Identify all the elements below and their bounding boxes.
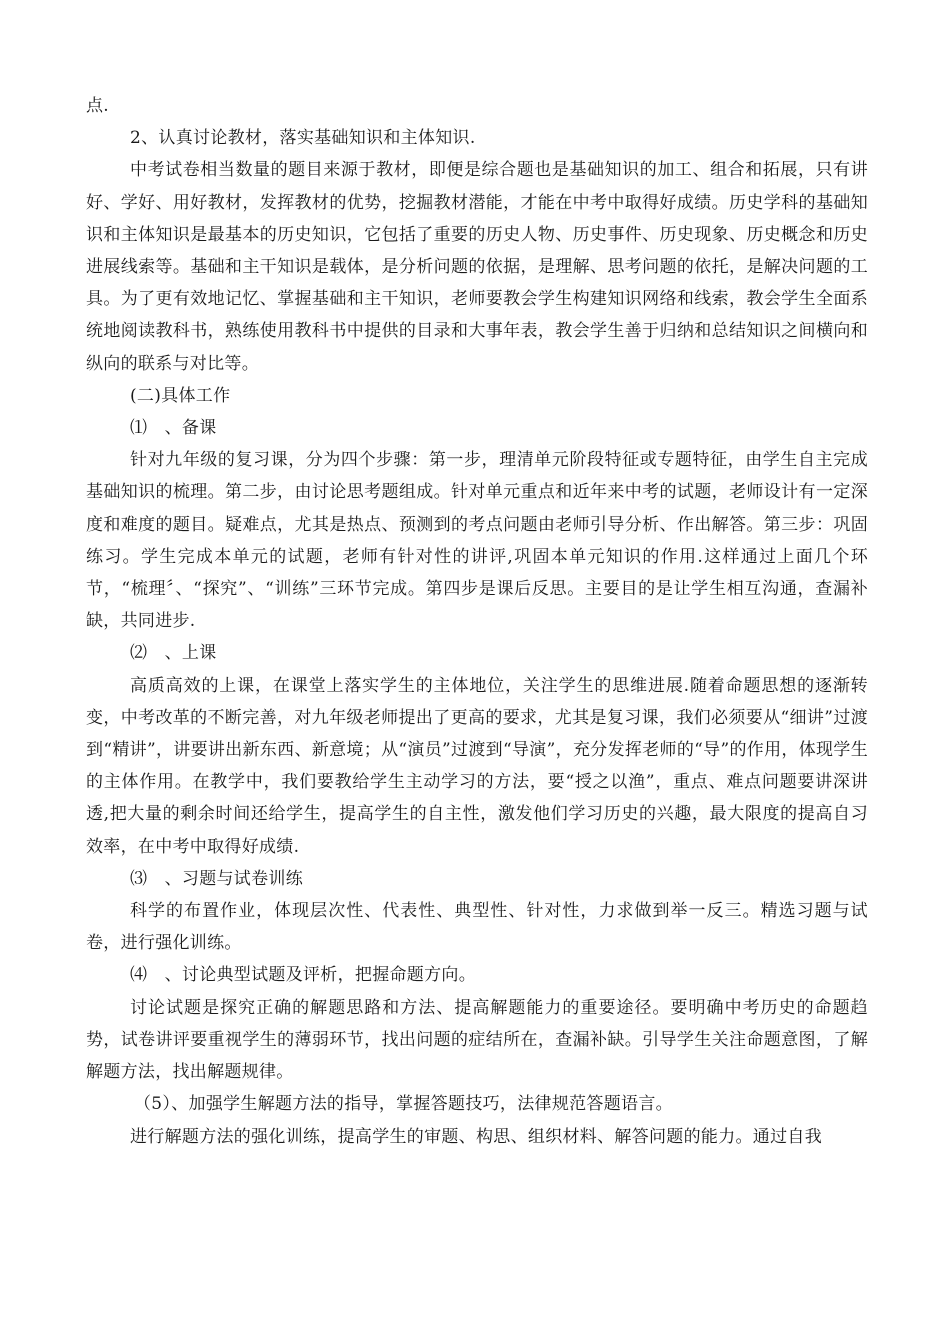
section-heading-textbook: 2、认真讨论教材，落实基础知识和主体知识. [130,128,476,149]
subheading-solving-methods: （5）、加强学生解题方法的指导，掌握答题技巧，法律规范答题语言。 [134,1094,673,1115]
document-body [86,90,868,1153]
paragraph-continuation: 点. [86,96,110,116]
paragraph-teaching: 高质高效的上课，在课堂上落实学生的主体地位，关注学生的思维进展.随着命题思想的逐渐转变，中考改革的不断完善，对九年级老师提出了更高的要求，尤其是复习课，我们必须要从“细讲”过渡到“精讲”，讲要讲出新东西、新意境；从“演员”过渡到“导演”，充分发挥老师的“导”的作用，体现学生的主体作用。在教学中，我们要教给学生主动学习的方法，要“授之以渔”，重点、难点问题要讲深讲透,把大量的剩余时间还给学生，提高学生的自主性，激发他们学习历史的兴趣，最大限度的提高自习效率，在中考中取得好成绩. [86,675,868,857]
subheading-lesson-prep: ⑴ 、备课 [130,418,217,439]
paragraph-lesson-prep: 针对九年级的复习课，分为四个步骤：第一步，理清单元阶段特征或专题特征，由学生自主完成基础知识的梳理。第二步，由讨论思考题组成。针对单元重点和近年来中考的试题，老师设计有一定深度和难度的题目。疑难点，尤其是热点、预测到的考点问题由老师引导分析、作出解答。第三步：巩固练习。学生完成本单元的试题，老师有针对性的讲评,巩固本单元知识的作用.这样通过上面几个环节，“梳理〞、“探究”、“训练”三环节完成。第四步是课后反思。主要目的是让学生相互沟通，查漏补缺，共同进步. [86,450,868,632]
subheading-typical-questions: ⑷ 、讨论典型试题及评析，把握命题方向。 [130,965,476,986]
paragraph-solving-methods: 进行解题方法的强化训练，提高学生的审题、构思、组织材料、解答问题的能力。通过自我 [130,1126,822,1147]
subheading-exercises: ⑶ 、习题与试卷训练 [130,868,303,889]
section-heading-specific-work: (二)具体工作 [130,385,231,406]
paragraph-textbook-body: 中考试卷相当数量的题目来源于教材，即便是综合题也是基础知识的加工、组合和拓展，只有讲好、学好、用好教材，发挥教材的优势，挖掘教材潜能，才能在中考中取得好成绩。历史学科的基础知识和主体知识是最基本的历史知识，它包括了重要的历史人物、历史事件、历史现象、历史概念和历史进展线索等。基础和主干知识是载体，是分析问题的依据，是理解、思考问题的依托，是解决问题的工具。为了更有效地记忆、掌握基础和主干知识，老师要教会学生构建知识网络和线索，教会学生全面系统地阅读教科书，熟练使用教科书中提供的目录和大事年表，教会学生善于归纳和总结知识之间横向和纵向的联系与对比等。 [86,160,868,374]
paragraph-typical-questions: 讨论试题是探究正确的解题思路和方法、提高解题能力的重要途径。要明确中考历史的命题趋势，试卷讲评要重视学生的薄弱环节，找出问题的症结所在，查漏补缺。引导学生关注命题意图，了解解题方法，找出解题规律。 [86,997,868,1083]
subheading-teaching: ⑵ 、上课 [130,643,217,664]
paragraph-exercises: 科学的布置作业，体现层次性、代表性、典型性、针对性，力求做到举一反三。精选习题与试卷，进行强化训练。 [86,901,868,954]
